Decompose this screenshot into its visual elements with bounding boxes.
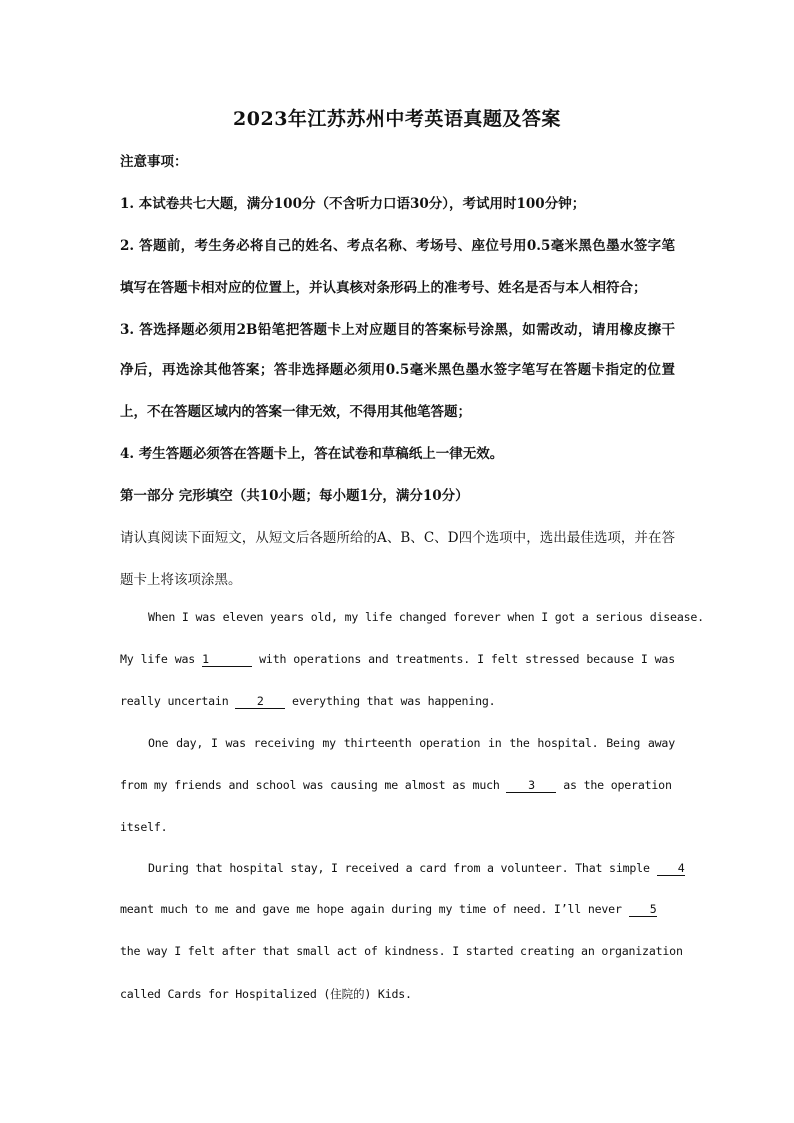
part1-instruction-line-2: 题卡上将该项涂黑。: [120, 572, 242, 588]
blank-3: 3: [506, 779, 556, 793]
passage-text: from my friends and school was causing me almost as much: [120, 778, 507, 792]
passage-p3-line-4: called Cards for Hospitalized (住院的) Kids.: [120, 987, 412, 1001]
blank-2: 2: [235, 695, 285, 709]
notice-item-4: 4. 考生答题必须答在答题卡上，答在试卷和草稿纸上一律无效。: [120, 446, 504, 462]
passage-text: My life was: [120, 652, 203, 666]
passage-text: everything that was happening.: [285, 694, 496, 708]
passage-text: During that hospital stay, I received a card from a volunteer. That simple: [148, 861, 657, 875]
passage-p1-line-1: When I was eleven years old, my life changed forever when I got a serious disease.: [148, 610, 704, 624]
notice-item-1: 1. 本试卷共七大题，满分100分（不含听力口语30分），考试用时100分钟；: [120, 196, 586, 212]
passage-text: meant much to me and gave me hope again during my time of need. I’ll never: [120, 902, 629, 916]
passage-text: with operations and treatments. I felt stressed because I was: [252, 652, 675, 666]
part1-instruction-line-1: 请认真阅读下面短文，从短文后各题所给的A、B、C、D四个选项中，选出最佳选项，并在答: [120, 530, 675, 546]
notice-item-2-line-2: 填写在答题卡相对应的位置上，并认真核对条形码上的准考号、姓名是否与本人相符合；: [120, 280, 647, 296]
passage-p3-line-3: the way I felt after that small act of kindness. I started creating an organization: [120, 944, 683, 958]
notice-item-2-line-1: 2. 答题前，考生务必将自己的姓名、考点名称、考场号、座位号用0.5毫米黑色墨水签字笔: [120, 238, 675, 254]
notice-item-3-line-1: 3. 答选择题必须用2B铅笔把答题卡上对应题目的答案标号涂黑，如需改动，请用橡皮擦干: [120, 322, 675, 338]
part1-heading: 第一部分 完形填空（共10小题；每小题1分，满分10分）: [120, 488, 469, 504]
passage-p2-line-3: itself.: [120, 820, 168, 834]
passage-p3-line-1: [148, 861, 685, 876]
notice-item-3-line-2: 净后，再选涂其他答案；答非选择题必须用0.5毫米黑色墨水签字笔写在答题卡指定的位置: [120, 362, 675, 378]
blank-1: 1: [202, 653, 252, 667]
passage-text: as the operation: [556, 778, 672, 792]
passage-text: really uncertain: [120, 694, 236, 708]
passage-p2-line-2: [120, 778, 675, 793]
blank-5: 5: [629, 903, 657, 917]
blank-4: 4: [657, 862, 685, 876]
passage-p3-line-2: [120, 902, 675, 917]
notice-item-3-line-3: 上，不在答题区域内的答案一律无效，不得用其他笔答题；: [120, 404, 471, 420]
passage-p1-line-3: [120, 694, 675, 709]
passage-p1-line-2: [120, 652, 675, 667]
page-title: 2023年江苏苏州中考英语真题及答案: [233, 108, 561, 130]
notice-heading: 注意事项：: [120, 154, 188, 170]
passage-p2-line-1: One day, I was receiving my thirteenth operation in the hospital. Being away: [148, 736, 675, 750]
